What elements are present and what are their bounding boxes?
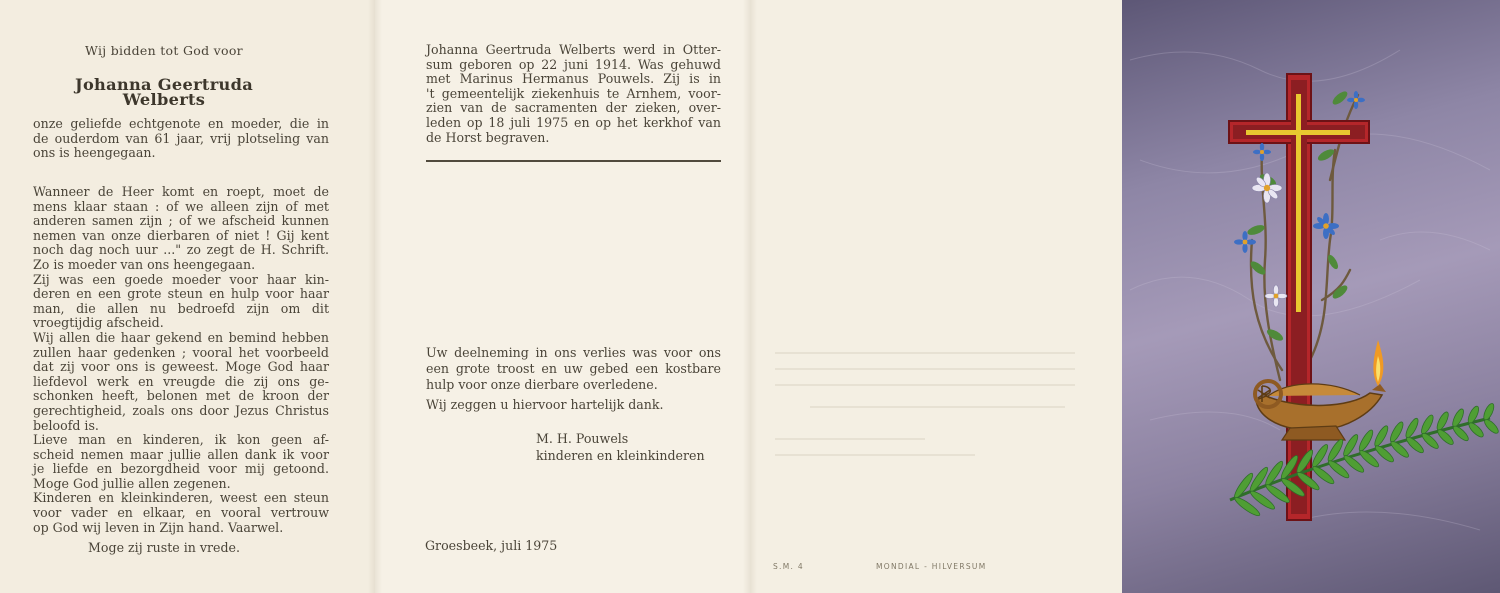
text-line: leden op 18 juli 1975 en op het kerkhof van [426, 114, 721, 130]
text-line: Johanna Geertruda Welberts werd in Otter- [426, 42, 721, 57]
palm-leaf [1482, 402, 1496, 421]
text-line: met Marinus Hermanus Pouwels. Zij is in [426, 71, 721, 87]
text-line: zullen haar gedenken ; vooral het voorbeeld [33, 344, 329, 360]
text-line: ons is heengegaan. [33, 145, 156, 161]
signature-name: M. H. Pouwels [536, 431, 629, 446]
text-line: de Horst begraven. [426, 129, 550, 145]
text-line: onze geliefde echtgenote en moeder, die in [33, 116, 329, 131]
text-line: sum geboren op 22 juni 1914. Was gehuwd [426, 56, 721, 72]
printer-imprint: MONDIAL - HILVERSUM [876, 562, 987, 571]
place-date: Groesbeek, juli 1975 [425, 538, 558, 553]
text-line: liefdevol werk en vreugde die zij ons ge- [33, 373, 329, 389]
text-line: vroegtijdig afscheid. [33, 315, 164, 331]
text-line: anderen samen zijn ; of we afscheid kunnen [33, 213, 329, 229]
deceased-name: Johanna Geertruda Welberts [74, 75, 253, 109]
text-line: je liefde en bezorgdheid voor mij getoond. [33, 461, 329, 477]
signature-family: kinderen en kleinkinderen [536, 448, 705, 463]
text-line: Uw deelneming in ons verlies was voor ons [426, 345, 721, 360]
text-line: Lieve man en kinderen, ik kon geen af- [33, 432, 329, 448]
text-line: dat zij voor ons is geweest. Moge God haar [33, 359, 329, 375]
text-line: hulp voor onze dierbare overledene. [426, 377, 658, 393]
text-line: de ouderdom van 61 jaar, vrij plotseling van [33, 130, 329, 146]
text-line: Wij allen die haar gekend en bemind hebben [33, 329, 329, 345]
text-line: man, die allen nu bedroefd zijn om dit [33, 300, 329, 316]
text-line: op God wij leven in Zijn hand. Vaarwel. [33, 519, 284, 535]
text-line: een grote troost en uw gebed een kostbare [426, 361, 721, 377]
text-line: Wanneer de Heer komt en roept, moet de [33, 184, 329, 199]
intro-line: Wij bidden tot God voor [85, 43, 243, 58]
text-line: 't gemeentelijk ziekenhuis te Arnhem, voor- [426, 85, 721, 101]
palm-leaf [1467, 421, 1485, 439]
text-line: nemen van onze dierbaren of niet ! Gij kent [33, 227, 329, 243]
text-line: Kinderen en kleinkinderen, weest een steun [33, 490, 329, 506]
text-line: Moge God jullie allen zegenen. [33, 475, 231, 491]
text-line: beloofd is. [33, 417, 99, 433]
text-line: Zij was een goede moeder voor haar kin- [33, 271, 329, 287]
text-line: zien van de sacramenten der zieken, over- [426, 100, 721, 116]
text-line: mens klaar staan : of we alleen zijn of met [33, 198, 329, 214]
text-line: scheid nemen maar jullie allen dank ik voor [33, 446, 329, 462]
text-line: Zo is moeder van ons heengegaan. [33, 256, 256, 272]
text-line: noch dag noch uur ..." zo zegt de H. Schrift. [33, 242, 329, 258]
palm-leaf [1482, 417, 1500, 435]
text-line: gerechtigheid, zoals ons door Jezus Christus [33, 402, 329, 418]
text-line: voor vader en elkaar, en vooral vertrouw [33, 505, 329, 521]
print-code: S.M. 4 [773, 562, 804, 571]
closing-line: Moge zij ruste in vrede. [88, 540, 240, 555]
thanks-line: Wij zeggen u hiervoor hartelijk dank. [426, 397, 664, 412]
text-line: deren en een grote steun en hulp voor haar [33, 286, 329, 302]
text-line: schonken heeft, belonen met de kroon der [33, 388, 329, 404]
